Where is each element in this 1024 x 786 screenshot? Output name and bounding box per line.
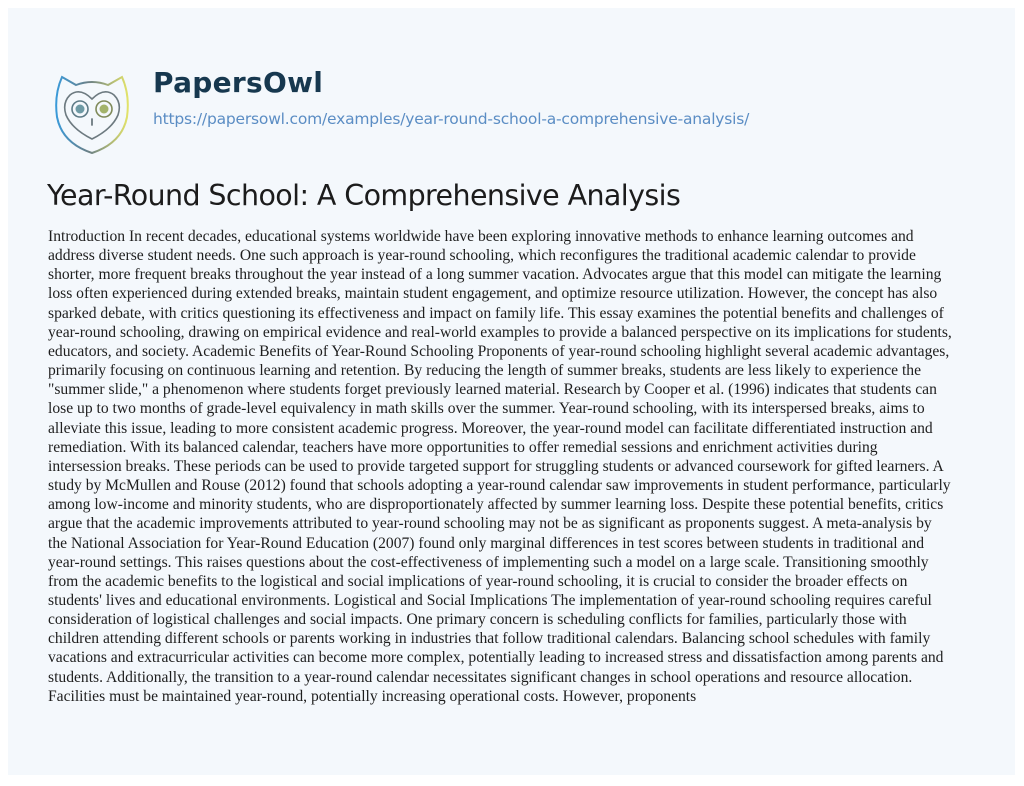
body-line: children attending different schools or parents working in industries that follow traditional calendars. Balancing school schedules with family [48, 630, 931, 648]
body-line: vacations and extracurricular activities can become more complex, potentially leading to increased stress and dissatisfaction among parents and [48, 649, 944, 667]
body-line: loss often experienced during extended breaks, maintain student engagement, and optimize resource utilization. However, the concept has also [48, 285, 938, 303]
body-line: study by McMullen and Rouse (2012) found that schools adopting a year-round calendar saw improvements in student performance, particularly [48, 477, 951, 495]
body-line: remediation. With its balanced calendar, teachers have more opportunities to offer remedial sessions and enrichment activities during [48, 438, 878, 456]
body-line: alleviate this issue, leading to more consistent academic progress. Moreover, the year-round model can facilitate differentiated instruction and [48, 419, 933, 437]
body-line: educators, and society. Academic Benefits of Year-Round Schooling Proponents of year-round schooling highlight several academic advantages, [48, 342, 950, 360]
body-line: Facilities must be maintained year-round, potentially increasing operational costs. However, proponents [48, 687, 697, 705]
body-line: shorter, more frequent breaks throughout the year instead of a long summer vacation. Advocates argue that this model can mitigate the learning [48, 266, 942, 284]
body-line: consideration of logistical challenges and social impacts. One primary concern is scheduling conflicts for families, particularly those with [48, 611, 907, 629]
body-line: sparked debate, with critics questioning its effectiveness and impact on family life. This essay examines the potential benefits and challenges of [48, 304, 944, 322]
body-line: address diverse student needs. One such approach is year-round schooling, which reconfigures the traditional academic calendar to provide [48, 247, 916, 265]
owl-logo-icon[interactable] [50, 65, 134, 157]
body-line: students. Additionally, the transition to a year-round calendar necessitates significant changes in school operations and resource allocation. [48, 668, 913, 686]
body-line: intersession breaks. These periods can be used to provide targeted support for struggling students or advanced coursework for gifted learners. A [48, 457, 944, 475]
article-title: Year-Round School: A Comprehensive Analysis [47, 179, 681, 212]
body-line: argue that the academic improvements attributed to year-round schooling may not be as significant as proponents suggest. A meta-analysis by [48, 515, 932, 533]
site-header [8, 8, 1015, 158]
body-line: among low-income and minority students, who are disproportionately affected by summer learning loss. Despite these potential benefits, critics [48, 496, 944, 514]
body-line: primarily focusing on continuous learning and retention. By reducing the length of summer breaks, students are less likely to experience the [48, 362, 922, 380]
body-line: the National Association for Year-Round Education (2007) found only marginal differences in test scores between students in traditional and [48, 534, 925, 552]
body-line: students' lives and educational environments. Logistical and Social Implications The implementation of year-round schooling requires careful [48, 591, 932, 609]
body-line: Introduction In recent decades, educational systems worldwide have been exploring innovative methods to enhance learning outcomes and [48, 228, 914, 245]
brand-name[interactable]: PapersOwl [153, 66, 324, 99]
page-url-link[interactable]: https://papersowl.com/examples/year-round-school-a-comprehensive-analysis/ [153, 110, 750, 128]
body-line: from the academic benefits to the logistical and social implications of year-round schooling, it is crucial to consider the broader effects on [48, 572, 908, 590]
article-body [48, 227, 1008, 706]
body-line: lose up to two months of grade-level equivalency in math skills over the summer. Year-round schooling, with its interspersed breaks, aims to [48, 400, 925, 418]
body-line: year-round settings. This raises questions about the cost-effectiveness of implementing such a model on a large scale. Transitioning smoothly [48, 553, 929, 571]
body-line: "summer slide," a phenomenon where students forget previously learned material. Research by Cooper et al. (1996) indicates that students can [48, 381, 937, 399]
body-line: year-round schooling, drawing on empirical evidence and real-world examples to provide a balanced perspective on its implications for students, [48, 323, 952, 341]
page-panel [8, 8, 1015, 775]
